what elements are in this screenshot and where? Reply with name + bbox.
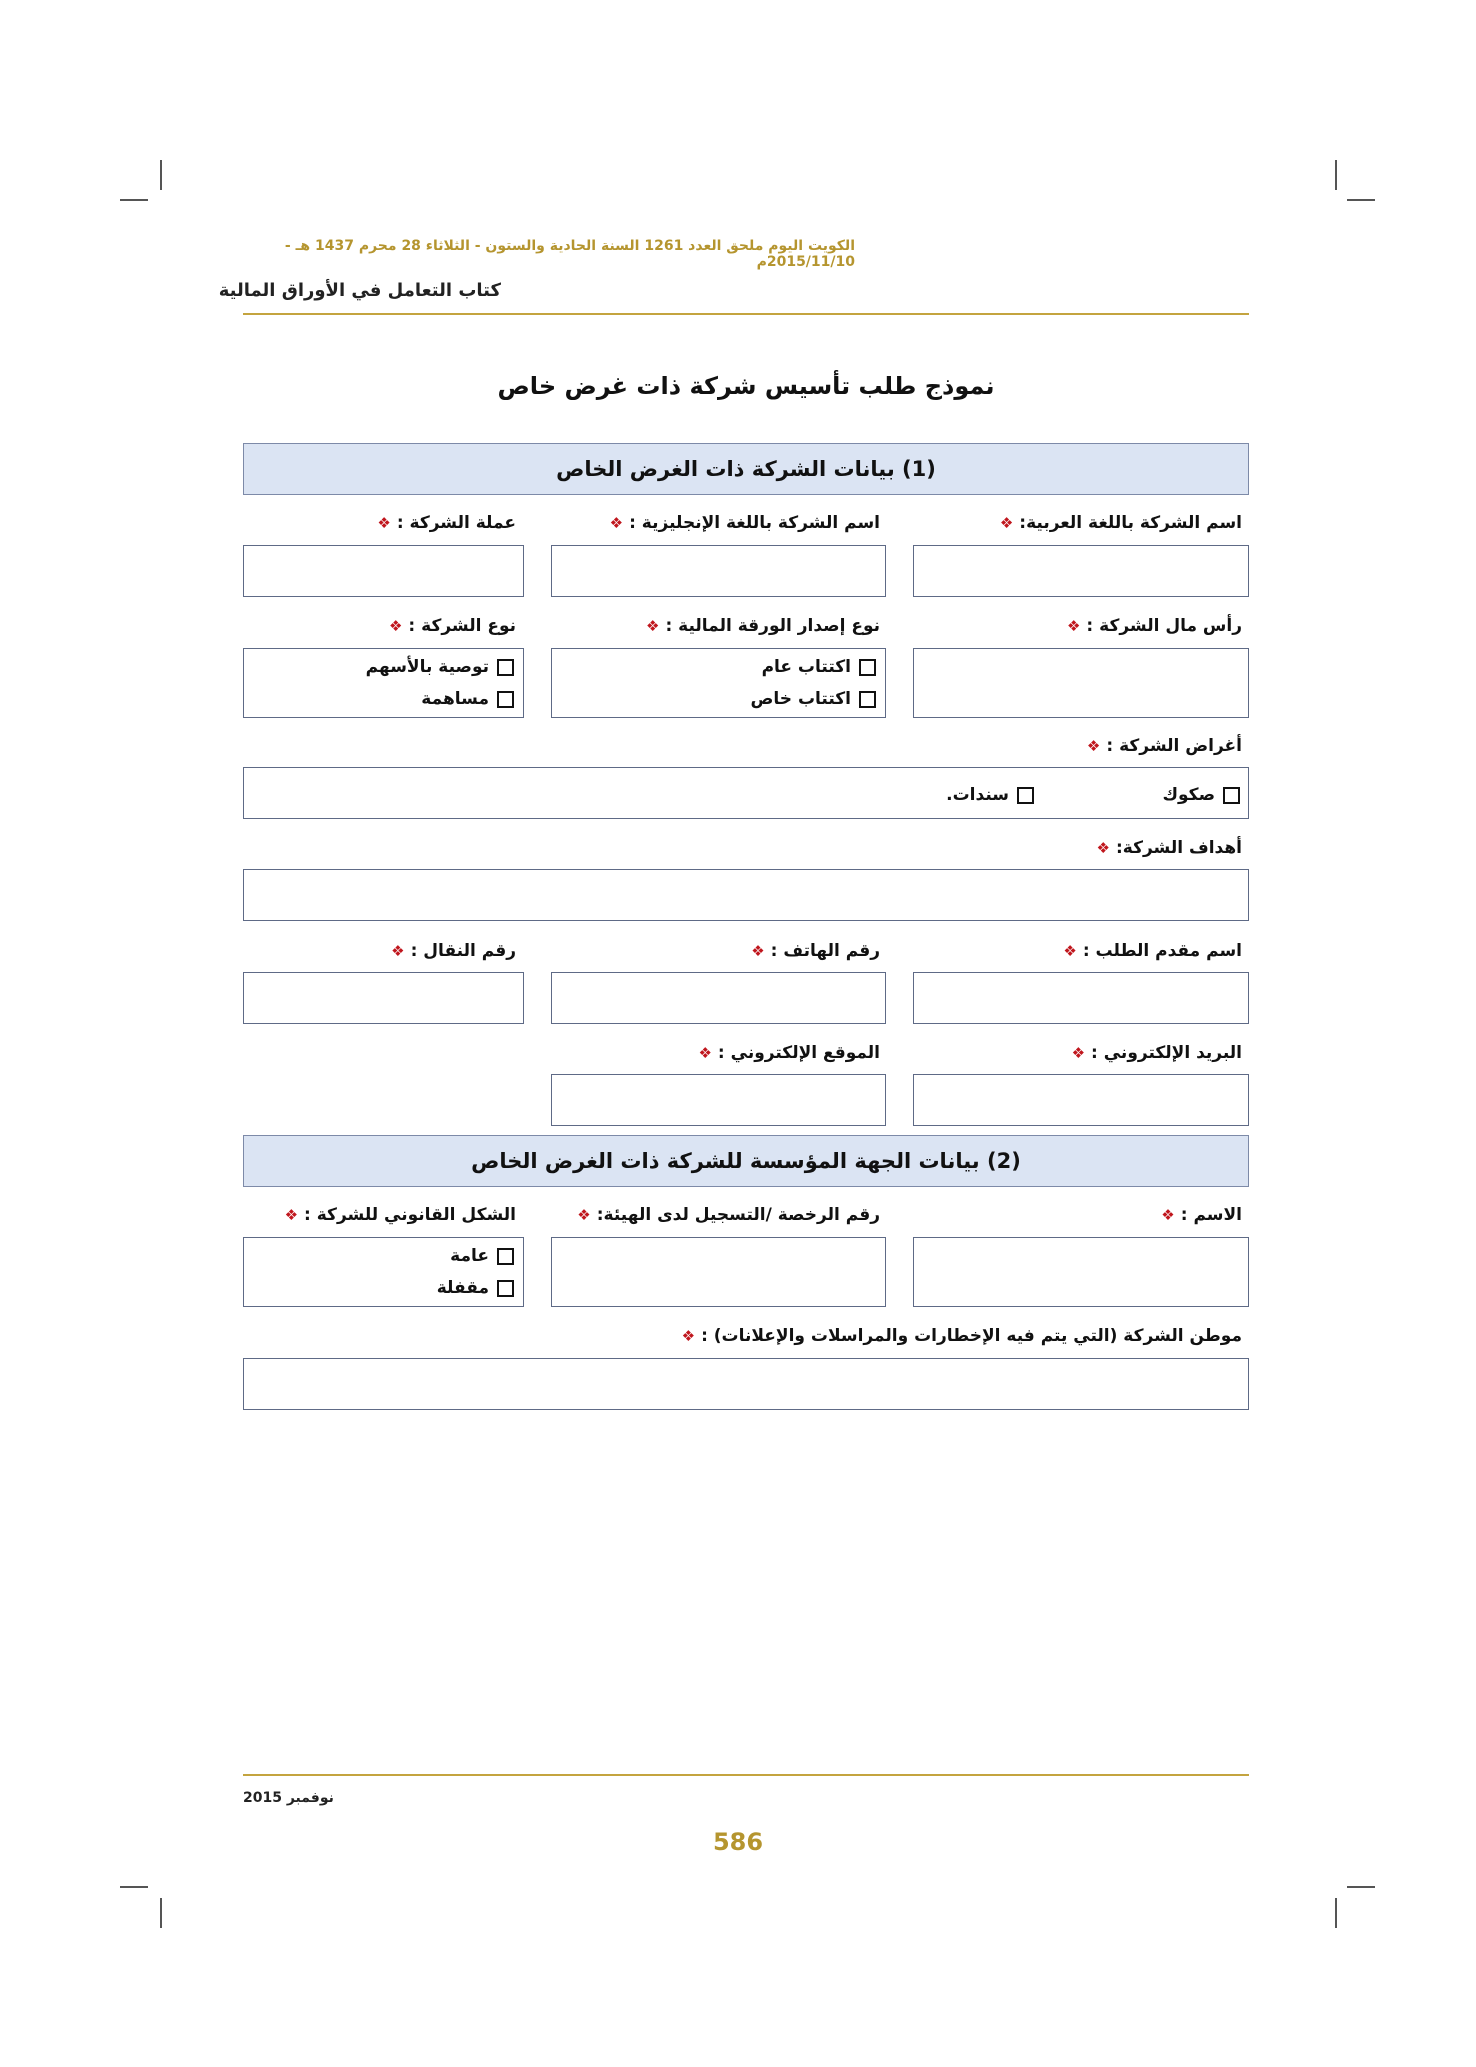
footer-rule <box>243 1774 1249 1776</box>
currency-field[interactable] <box>243 545 524 597</box>
capital-label: رأس مال الشركة :❖ <box>1066 616 1242 636</box>
founder-name-field[interactable] <box>913 1237 1249 1307</box>
goals-field[interactable] <box>243 869 1249 921</box>
domicile-label: موطن الشركة (التي يتم فيه الإخطارات والمراسلات والإعلانات) :❖ <box>681 1326 1242 1346</box>
required-icon: ❖ <box>1066 617 1081 635</box>
required-icon: ❖ <box>698 1044 712 1062</box>
form-title: نموذج طلب تأسيس شركة ذات غرض خاص <box>497 372 995 400</box>
currency-label: عملة الشركة :❖ <box>377 513 516 533</box>
crop-mark <box>1347 1886 1375 1888</box>
name-en-label: اسم الشركة باللغة الإنجليزية :❖ <box>609 513 880 533</box>
crop-mark <box>1347 199 1375 201</box>
required-icon: ❖ <box>284 1206 299 1224</box>
checkbox-icon[interactable] <box>497 659 514 676</box>
required-icon: ❖ <box>577 1206 591 1224</box>
checkbox-icon[interactable] <box>497 1280 514 1297</box>
required-icon: ❖ <box>1161 1206 1175 1224</box>
crop-mark <box>160 160 162 190</box>
section1-header: (1) بيانات الشركة ذات الغرض الخاص <box>243 443 1249 495</box>
required-icon: ❖ <box>1086 737 1101 755</box>
checkbox-icon[interactable] <box>1223 787 1240 804</box>
purpose-option-sukuk[interactable]: صكوك <box>1162 785 1240 805</box>
page-number: 586 <box>712 1828 764 1856</box>
purpose-option-bonds[interactable]: سندات. <box>946 785 1034 805</box>
email-label: البريد الإلكتروني :❖ <box>1071 1043 1242 1063</box>
required-icon: ❖ <box>1096 839 1110 857</box>
company-type-option-partnership[interactable]: توصية بالأسهم <box>366 657 514 677</box>
required-icon: ❖ <box>388 617 403 635</box>
phone-field[interactable] <box>551 972 886 1024</box>
phone-label: رقم الهاتف :❖ <box>751 941 880 961</box>
section2-header: (2) بيانات الجهة المؤسسة للشركة ذات الغرض الخاص <box>243 1135 1249 1187</box>
name-ar-field[interactable] <box>913 545 1249 597</box>
crop-mark <box>1335 160 1337 190</box>
company-type-label: نوع الشركة :❖ <box>388 616 516 636</box>
mobile-field[interactable] <box>243 972 524 1024</box>
mobile-label: رقم النقال :❖ <box>391 941 516 961</box>
name-en-field[interactable] <box>551 545 886 597</box>
legal-form-label: الشكل القانوني للشركة :❖ <box>284 1205 516 1225</box>
capital-field[interactable] <box>913 648 1249 718</box>
book-title: كتاب التعامل في الأوراق المالية <box>218 280 501 301</box>
required-icon: ❖ <box>391 942 405 960</box>
checkbox-icon[interactable] <box>1017 787 1034 804</box>
crop-mark <box>1335 1898 1337 1928</box>
checkbox-icon[interactable] <box>497 691 514 708</box>
issue-type-option-public[interactable]: اكتتاب عام <box>762 657 876 677</box>
domicile-field[interactable] <box>243 1358 1249 1410</box>
email-field[interactable] <box>913 1074 1249 1126</box>
required-icon: ❖ <box>1071 1044 1086 1062</box>
applicant-field[interactable] <box>913 972 1249 1024</box>
header-rule <box>243 313 1249 315</box>
required-icon: ❖ <box>751 942 765 960</box>
checkbox-icon[interactable] <box>859 659 876 676</box>
required-icon: ❖ <box>646 617 660 635</box>
checkbox-icon[interactable] <box>859 691 876 708</box>
crop-mark <box>160 1898 162 1928</box>
issue-type-label: نوع إصدار الورقة المالية :❖ <box>646 616 880 636</box>
legal-form-option-public[interactable]: عامة <box>450 1246 514 1266</box>
license-label: رقم الرخصة /التسجيل لدى الهيئة:❖ <box>577 1205 880 1225</box>
company-type-option-shareholding[interactable]: مساهمة <box>421 689 514 709</box>
required-icon: ❖ <box>681 1327 696 1345</box>
license-field[interactable] <box>551 1237 886 1307</box>
required-icon: ❖ <box>609 514 624 532</box>
required-icon: ❖ <box>377 514 391 532</box>
applicant-label: اسم مقدم الطلب :❖ <box>1063 941 1242 961</box>
goals-label: أهداف الشركة:❖ <box>1096 838 1242 858</box>
footer-date: نوفمبر 2015 <box>243 1790 334 1806</box>
name-ar-label: اسم الشركة باللغة العربية:❖ <box>999 513 1242 533</box>
purposes-box <box>243 767 1249 819</box>
checkbox-icon[interactable] <box>497 1248 514 1265</box>
issue-type-option-private[interactable]: اكتتاب خاص <box>751 689 876 709</box>
crop-mark <box>120 199 148 201</box>
website-label: الموقع الإلكتروني :❖ <box>698 1043 880 1063</box>
purposes-label: أغراض الشركة :❖ <box>1086 736 1242 756</box>
founder-name-label: الاسم :❖ <box>1161 1205 1242 1225</box>
legal-form-option-closed[interactable]: مقفلة <box>437 1278 514 1298</box>
running-header: الكويت اليوم ملحق العدد 1261 السنة الحادية والستون - الثلاثاء 28 محرم 1437 هـ - 2015/11/10م <box>284 238 855 270</box>
website-field[interactable] <box>551 1074 886 1126</box>
required-icon: ❖ <box>1063 942 1077 960</box>
crop-mark <box>120 1886 148 1888</box>
required-icon: ❖ <box>999 514 1014 532</box>
